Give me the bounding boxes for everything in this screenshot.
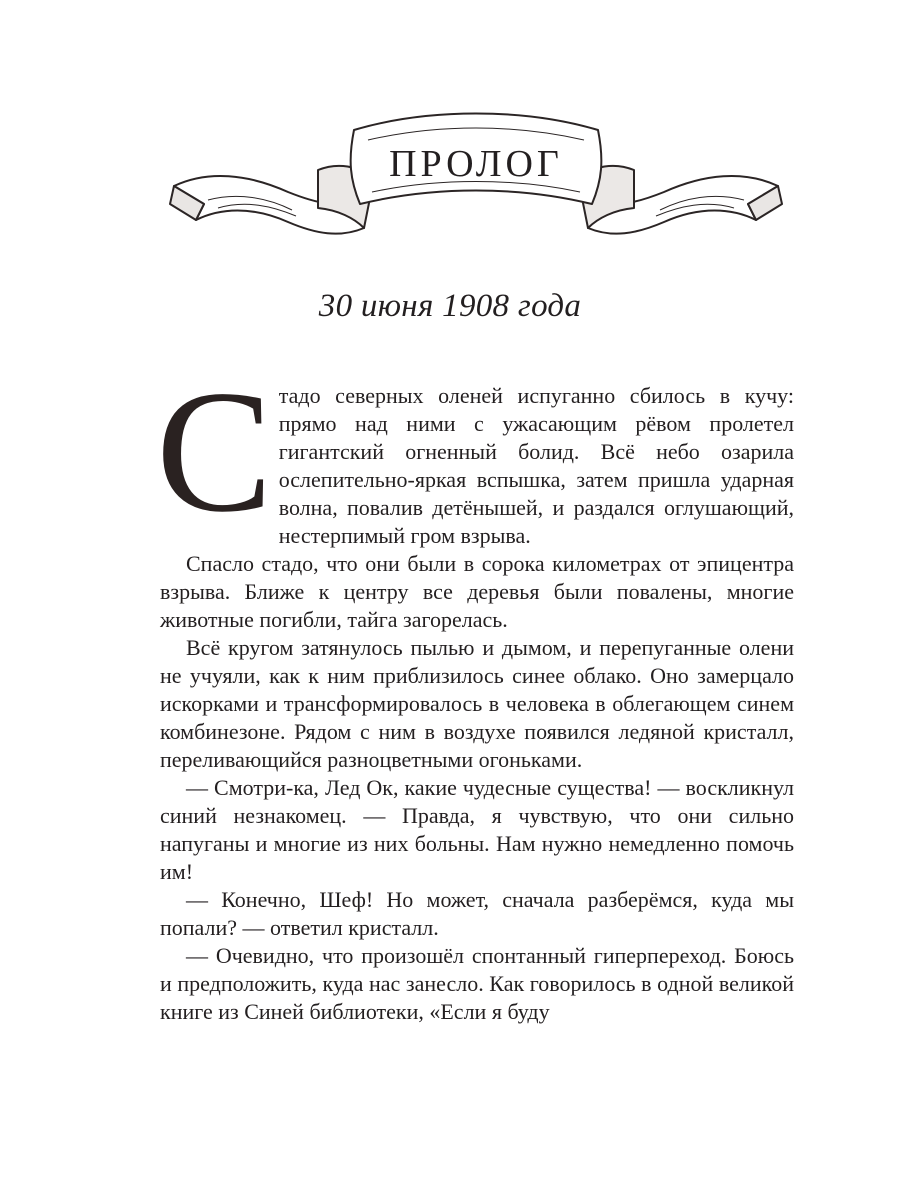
- drop-cap: С: [156, 354, 273, 548]
- ribbon-scroll-illustration: [168, 100, 784, 260]
- chapter-title-banner: [168, 100, 784, 260]
- paragraph: — Конечно, Шеф! Но может, сначала разберёмся, куда мы попали? — ответил кристалл.: [160, 887, 794, 940]
- paragraph: Стадо северных оленей испуганно сбилось в кучу: прямо над ними с ужасающим рёвом пролетел гигантский огненный болид. Всё небо озарила ослепительно-яркая вспышка, затем пришла ударная волна, повалив детёнышей, и раздался оглушающий, нестерпимый гром взрыва.: [156, 354, 794, 548]
- paragraph: — Очевидно, что произошёл спонтанный гиперпереход. Боюсь и предположить, куда нас занесло. Как говорилось в одной великой книге из Синей библиотеки, «Если я буду: [160, 943, 794, 1024]
- paragraph: Всё кругом затянулось пылью и дымом, и перепуганные олени не учуяли, как к ним приблизилось синее облако. Оно замерцало искорками и трансформировалось в человека в облегающем синем комбинезоне. Рядом с ним в воздухе появился ледяной кристалл, переливающийся разноцветными огоньками.: [160, 635, 794, 772]
- paragraph: — Смотри-ка, Лед Ок, какие чудесные существа! — воскликнул синий незнакомец. — Правда, я чувствую, что они сильно напуганы и многие из них больны. Нам нужно немедленно помочь им!: [160, 775, 794, 884]
- paragraph: Спасло стадо, что они были в сорока километрах от эпицентра взрыва. Ближе к центру все деревья были повалены, многие животные погибли, тайга загорелась.: [160, 551, 794, 632]
- chapter-title: ПРОЛОГ: [389, 143, 563, 185]
- chapter-date: 30 июня 1908 года: [318, 288, 582, 324]
- body-text: [156, 354, 794, 1026]
